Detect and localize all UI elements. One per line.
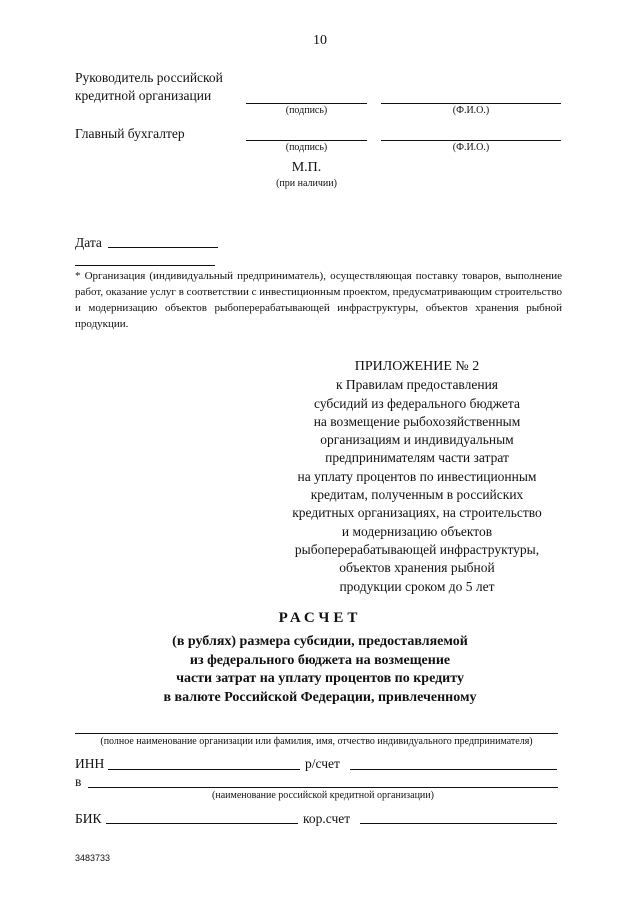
account-field-line[interactable] <box>350 769 557 770</box>
seal-note: (при наличии) <box>276 178 337 189</box>
appendix-line: и модернизацию объектов <box>341 523 493 539</box>
subtitle-line: в валюте Российской Федерации, привлеченному <box>163 689 477 705</box>
appendix-line: рыбоперерабатывающей инфраструктуры, <box>294 541 540 557</box>
appendix-line: объектов хранения рыбной <box>339 560 495 576</box>
appendix-line: на возмещение рыбохозяйственным <box>313 413 521 429</box>
subtitle-line: части затрат на уплату процентов по кредиту <box>176 671 464 686</box>
appendix-block <box>262 358 572 596</box>
head-signature-line <box>246 103 367 104</box>
accountant-signature-line <box>246 140 367 141</box>
appendix-line: предпринимателям части затрат <box>325 450 509 466</box>
document-code: 3483733 <box>75 853 111 863</box>
org-name-line <box>75 733 558 734</box>
appendix-line: кредитам, полученным в российских <box>310 487 524 503</box>
chief-accountant-label: Главный бухгалтер <box>75 126 185 141</box>
accountant-name-caption: (Ф.И.О.) <box>452 142 490 153</box>
appendix-line: продукции сроком до 5 лет <box>339 578 495 594</box>
bik-label: БИК <box>75 811 102 826</box>
accountant-signature-caption: (подпись) <box>285 142 328 153</box>
footnote-separator <box>75 265 215 266</box>
appendix-line: субсидий из федерального бюджета <box>314 395 520 411</box>
footnote: * Организация (индивидуальный предприниматель), осуществляющая поставку товаров, выполнение работ, оказание услуг в соответствии с инвестиционным проектом, предусматривающим строительство и модернизацию объектов рыбоперерабатывающей инфраструктуры, объектов хранения рыбной продукции. <box>75 270 562 330</box>
calculation-subtitle <box>0 633 640 707</box>
head-name-caption: (Ф.И.О.) <box>452 105 490 116</box>
head-label-line1: Руководитель российской <box>75 70 223 85</box>
page-number: 10 <box>313 33 327 48</box>
org-name-caption: (полное наименование организации или фамилия, имя, отчество индивидуального предпринимателя) <box>100 736 533 747</box>
bank-caption: (наименование российской кредитной организации) <box>212 790 434 801</box>
head-signature-caption: (подпись) <box>285 105 328 116</box>
accountant-name-line <box>381 140 561 141</box>
corr-account-label: кор.счет <box>303 811 351 826</box>
date-label: Дата <box>75 235 102 250</box>
inn-field-line[interactable] <box>108 769 300 770</box>
bik-field-line[interactable] <box>106 823 298 824</box>
calculation-title: РАСЧЕТ <box>278 610 362 626</box>
bank-prefix: в <box>75 774 82 789</box>
corr-account-field-line[interactable] <box>360 823 557 824</box>
bank-field-line[interactable] <box>88 787 558 788</box>
seal-mark: М.П. <box>291 160 322 175</box>
appendix-line: на уплату процентов по инвестиционным <box>297 468 537 484</box>
account-label: р/счет <box>305 756 340 771</box>
head-name-line <box>381 103 561 104</box>
appendix-line: организациям и индивидуальным <box>320 432 514 448</box>
inn-label: ИНН <box>75 756 105 771</box>
appendix-line: кредитных организациях, на строительство <box>292 505 542 521</box>
appendix-line: к Правилам предоставления <box>335 377 499 393</box>
subtitle-line: из федерального бюджета на возмещение <box>189 652 451 668</box>
date-line <box>108 247 218 248</box>
head-label-line2: кредитной организации <box>75 88 212 103</box>
subtitle-line: (в рублях) размера субсидии, предоставляемой <box>172 634 468 649</box>
appendix-title: ПРИЛОЖЕНИЕ № 2 <box>354 359 480 374</box>
